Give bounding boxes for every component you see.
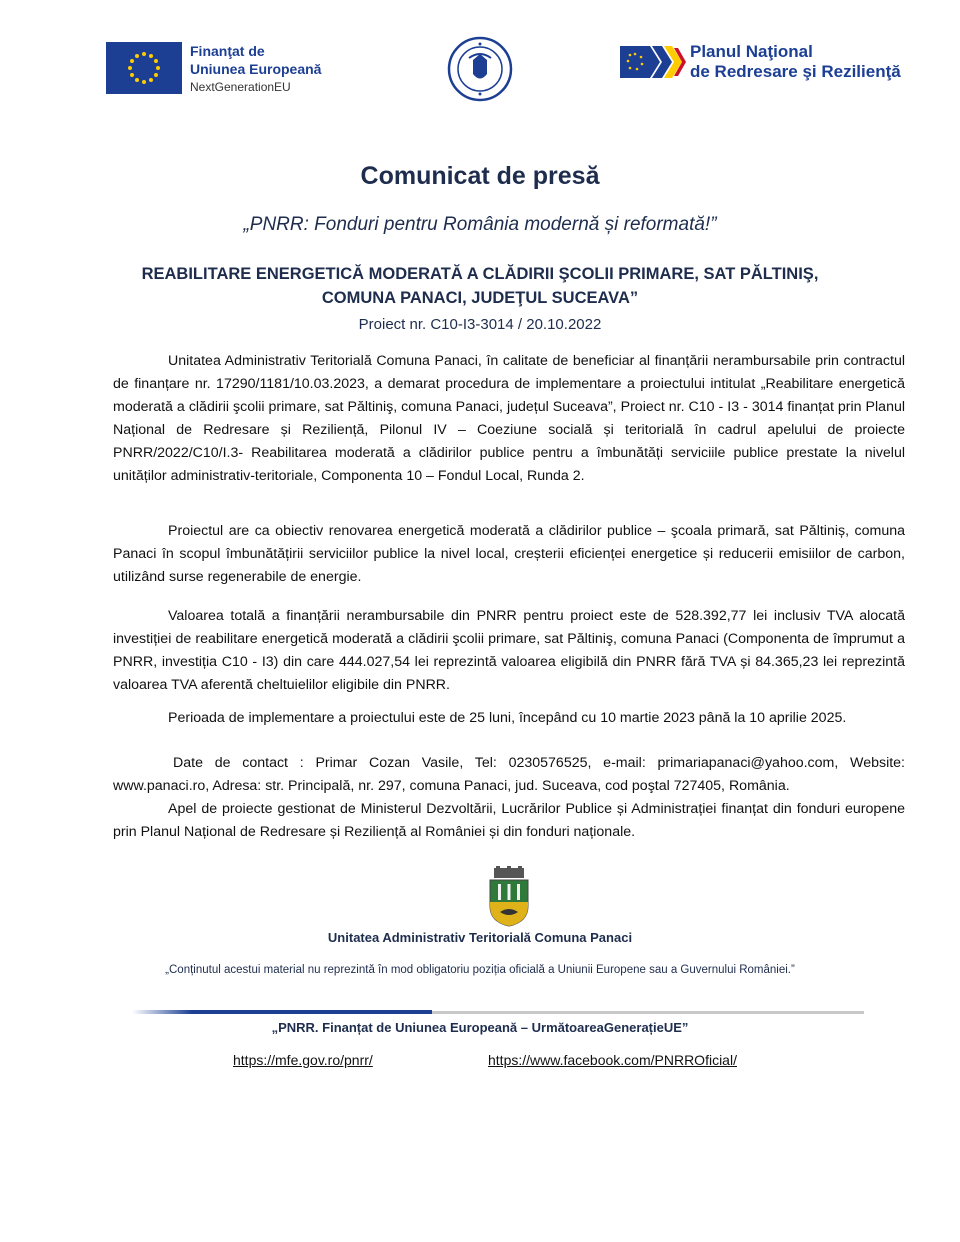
paragraph-period: Perioada de implementare a proiectului este de 25 luni, începând cu 10 martie 2023 până la 10 aprilie 2025.	[168, 710, 847, 726]
paragraph-call: Apel de proiecte gestionat de Ministerul Dezvoltării, Lucrărilor Publice și Administrației finanțat din fonduri europene prin Planul Național de Redresare și Reziliență al României și din fonduri naționale.	[113, 801, 905, 840]
page-subtitle: „PNRR: Fonduri pentru România modernă și reformată!”	[243, 214, 717, 235]
disclaimer: „Conținutul acestui material nu reprezintă în mod obligatoriu poziția oficială a Uniunii Europene sau a Guvernului României.”	[165, 964, 795, 976]
pnrr-logo-line2: de Redresare şi Rezilienţă	[690, 62, 901, 81]
facebook-pnrr-link[interactable]: https://www.facebook.com/PNRROficial/	[488, 1052, 737, 1068]
coat-of-arms-icon	[486, 866, 532, 928]
pnrr-logo	[620, 42, 901, 82]
pnrr-flag-icon	[620, 42, 686, 82]
eu-logo-line1: Finanţat de	[190, 43, 265, 59]
eu-logo-line2: Uniunea Europeană	[190, 61, 322, 77]
paragraph-value: Valoarea totală a finanțării nerambursabile din PNRR pentru proiect este de 528.392,77 lei inclusiv TVA alocată investiției de reabilitare energetică moderată a clădirii şcolii primare, sat Păltiniş, comuna Panaci (Componenta de împrumut a PNRR, investiția C10 - I3) din care 444.027,54 lei reprezintă valoarea eligibilă din PNRR fără TVA și 84.365,23 lei reprezintă valoarea TVA aferentă cheltuielilor eligibile din PNRR.	[113, 608, 905, 693]
logo-header	[0, 36, 960, 108]
pnrr-logo-line1: Planul Naţional	[690, 42, 813, 61]
mfe-pnrr-link[interactable]: https://mfe.gov.ro/pnrr/	[233, 1052, 373, 1068]
government-seal-icon	[447, 36, 513, 102]
project-heading: REABILITARE ENERGETICĂ MODERATĂ A CLĂDIRII ŞCOLII PRIMARE, SAT PĂLTINIŞ, COMUNA PANACI, JUDEŢUL SUCEAVA”	[141, 265, 819, 307]
page-title: Comunicat de presă	[360, 162, 600, 190]
eu-logo-line3: NextGenerationEU	[190, 80, 291, 94]
project-number: Proiect nr. C10-I3-3014 / 20.10.2022	[358, 316, 602, 333]
paragraph-objective: Proiectul are ca obiectiv renovarea energetică moderată a clădirilor publice – şcoala primară, sat Păltiniș, comuna Panaci în scopul îmbunătățirii serviciilor publice la nivel local, creșterii eficienței energetice și reducerii emisiilor de carbon, utilizând surse regenerabile de energie.	[113, 523, 905, 585]
footer-tagline: „PNRR. Finanțat de Uniunea Europeană – UrmătoareaGenerațieUE”	[271, 1020, 689, 1035]
footer-divider	[132, 1010, 864, 1014]
uat-label: Unitatea Administrativ Teritorială Comuna Panaci	[327, 930, 633, 945]
eu-funding-logo	[106, 42, 321, 96]
paragraph-beneficiary: Unitatea Administrativ Teritorială Comuna Panaci, în calitate de beneficiar al finanțării nerambursabile prin contractul de finanțare nr. 17290/1181/10.03.2023, a demarat procedura de implementare a proiectului intitulat „Reabilitare energetică moderată a clădirii şcolii primare, sat Păltiniş, comuna Panaci, județul Suceava”, Proiect nr. C10 - I3 - 3014 finanțat prin Planul Național de Redresare și Reziliență, Pilonul IV – Coeziune socială și teritorială în cadrul apelului de proiecte PNRR/2022/C10/I.3- Reabilitarea moderată a clădirilor publice pentru a îmbunătăți serviciile publice prestate la nivelul unităților administrativ-teritoriale, Componenta 10 – Fondul Local, Runda 2.	[113, 353, 905, 484]
eu-flag-icon	[106, 42, 182, 94]
paragraph-contact: Date de contact : Primar Cozan Vasile, Tel: 0230576525, e-mail: primariapanaci@yahoo.com, Website: www.panaci.ro, Adresa: str. Principală, nr. 297, comuna Panaci, jud. Suceava, cod poştal 727405, România.	[113, 755, 905, 794]
